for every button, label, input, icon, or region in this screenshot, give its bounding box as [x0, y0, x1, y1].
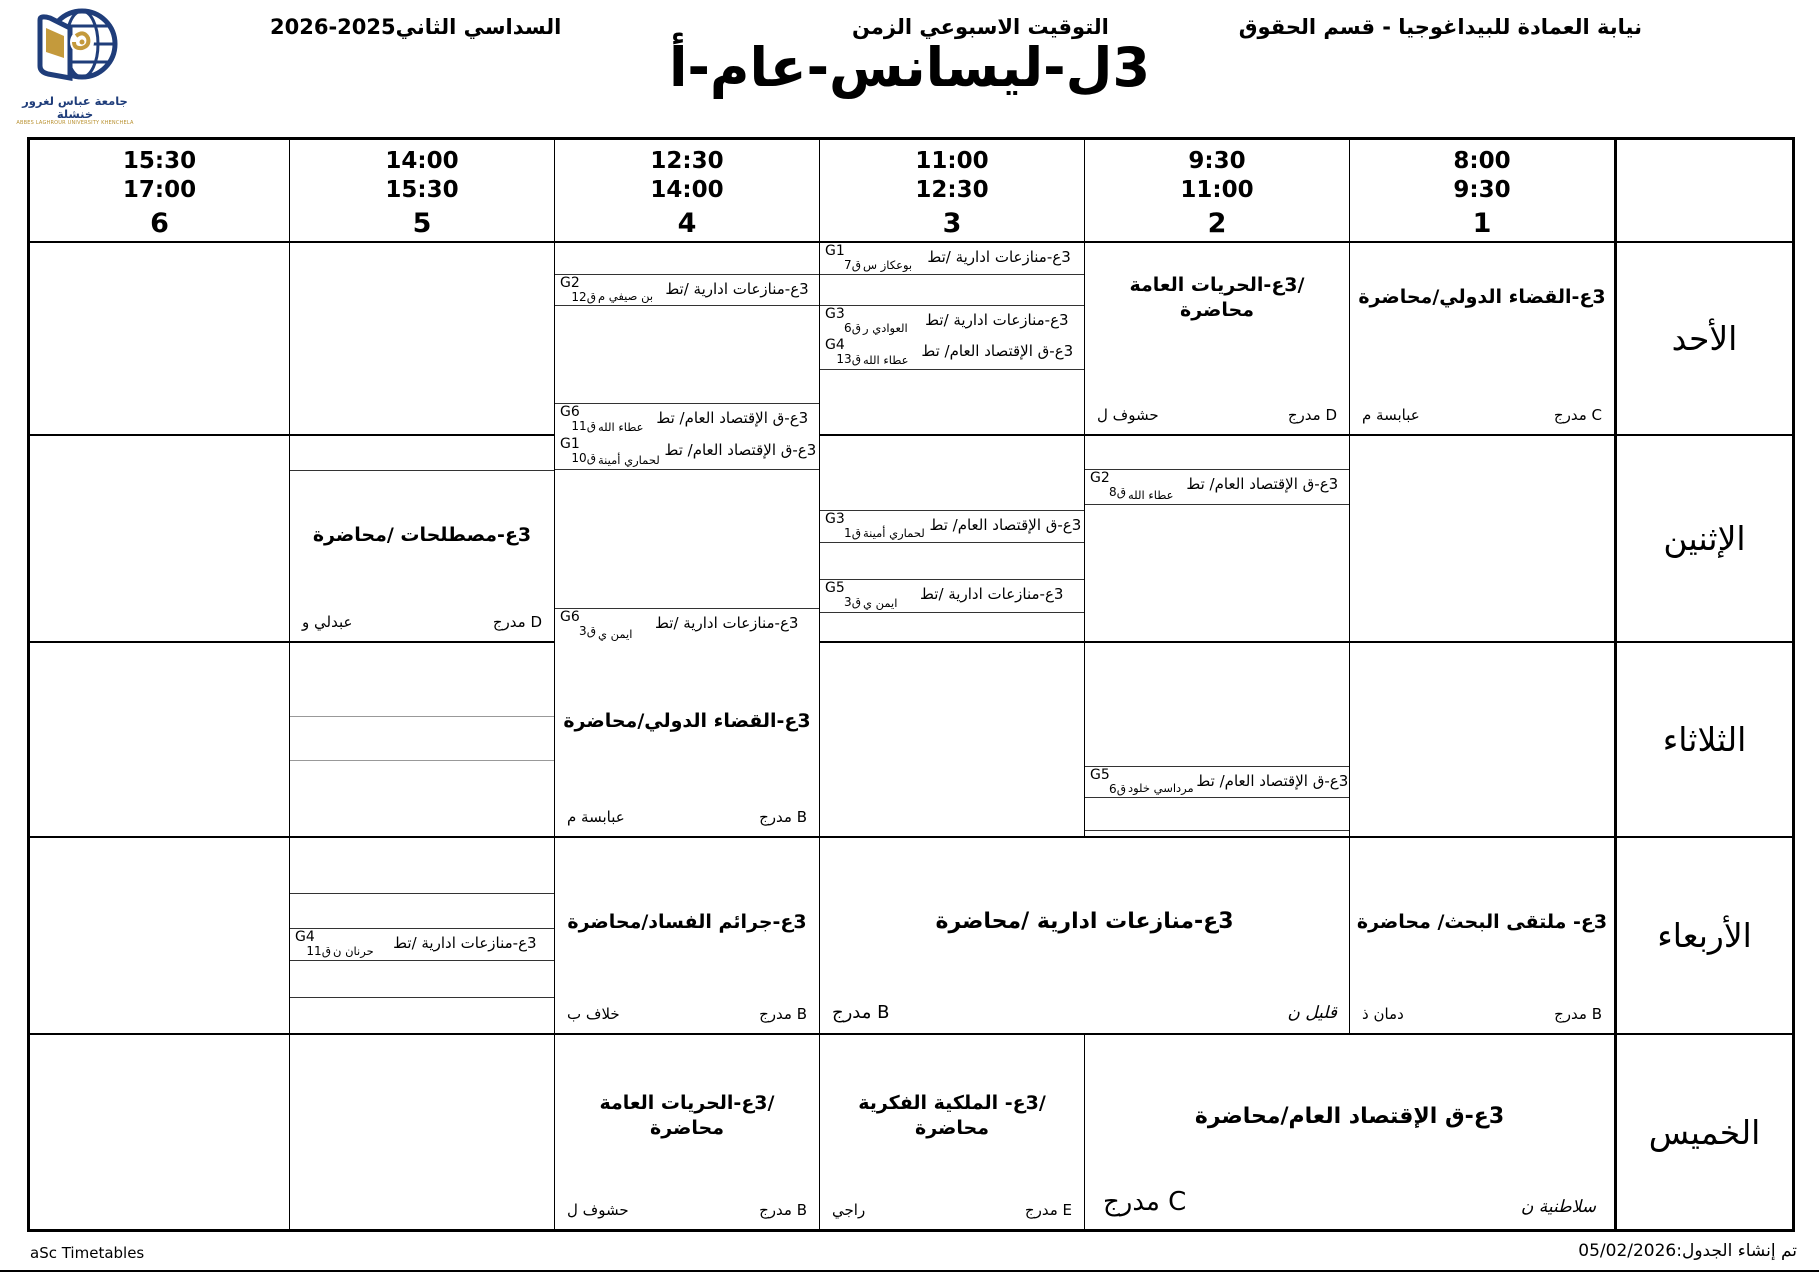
- lesson-title: 3ع-القضاء الدولي/محاضرة: [1358, 286, 1606, 308]
- lesson-teacher: حشوف ل: [567, 1201, 629, 1219]
- lesson-title: 3ع-منازعات ادارية /تط: [920, 585, 1064, 603]
- cell-sun-p1: [1349, 243, 1614, 436]
- lesson-teacher: لحماري أمينة: [863, 526, 925, 540]
- period-end: 11:00: [1180, 176, 1254, 203]
- time-col-1: [1349, 140, 1614, 243]
- day-label-sunday: الأحد: [1614, 243, 1792, 436]
- empty-sub-slot: [1085, 798, 1349, 831]
- day-label-thursday: الخميس: [1614, 1035, 1792, 1229]
- period-start: 8:00: [1453, 148, 1511, 174]
- empty-sub-slot: [290, 961, 554, 998]
- period-start: 11:00: [915, 148, 989, 174]
- cell-mon-p5: [289, 436, 554, 643]
- period-end: 15:30: [385, 176, 459, 203]
- time-col-4: [554, 140, 819, 243]
- lesson-title: 3ع-ق الإقتصاد العام/ تط: [1196, 772, 1349, 790]
- lesson-lecture: [820, 1035, 1084, 1229]
- lesson-title: 3ع-منازعات ادارية /محاضرة: [935, 909, 1234, 934]
- lesson-lecture: [555, 838, 819, 1033]
- lesson-room: مدرج C: [1553, 406, 1602, 424]
- cell-thu-p5: [289, 1035, 554, 1229]
- lesson-tutorial: [820, 579, 1084, 613]
- group-label: G6: [560, 404, 580, 420]
- group-label: G2: [560, 275, 580, 291]
- lesson-title: /3ع-الحريات العامة محاضرة: [1129, 274, 1305, 321]
- room-label: ق1: [844, 525, 861, 540]
- group-label: G6: [560, 609, 580, 625]
- lesson-teacher: عبابسة م: [567, 808, 625, 826]
- cell-wed-p6: [30, 838, 289, 1035]
- lesson-title: 3ع-مصطلحات /محاضرة: [312, 524, 532, 546]
- lesson-lecture: [1085, 243, 1349, 434]
- room-label: ق11: [306, 943, 331, 958]
- lesson-teacher: عطاء الله: [598, 420, 644, 434]
- lesson-title: 3ع-ق الإقتصاد العام/محاضرة: [1194, 1104, 1505, 1129]
- cell-tue-p3: [819, 643, 1084, 838]
- lesson-tutorial: [555, 436, 819, 470]
- bottom-rule: [0, 1270, 1819, 1272]
- cell-wed-p4: [554, 838, 819, 1035]
- group-label: G5: [825, 580, 845, 596]
- lesson-tutorial: [555, 608, 819, 643]
- cell-tue-p5: [289, 643, 554, 838]
- lesson-title: 3ع-منازعات ادارية /تط: [665, 280, 809, 298]
- cell-sun-p3: [819, 243, 1084, 436]
- time-col-2: [1084, 140, 1349, 243]
- cell-thu-p3: [819, 1035, 1084, 1229]
- cell-sun-p2: [1084, 243, 1349, 436]
- lesson-tutorial: [555, 274, 819, 306]
- day-label-tuesday: الثلاثاء: [1614, 643, 1792, 838]
- period-end: 12:30: [915, 176, 989, 203]
- cell-tue-p2: [1084, 643, 1349, 838]
- lesson-tutorial: [1085, 469, 1349, 505]
- cell-tue-p6: [30, 643, 289, 838]
- period-number: 3: [942, 207, 962, 239]
- cell-sun-p6: [30, 243, 289, 436]
- lesson-lecture: [555, 643, 819, 836]
- period-end: 14:00: [650, 176, 724, 203]
- lesson-title: 3ع-ق الإقتصاد العام/ تط: [1186, 475, 1339, 493]
- cell-thu-p4: [554, 1035, 819, 1229]
- period-end: 9:30: [1453, 176, 1511, 203]
- department-header: نيابة العمادة للبيداغوجيا - قسم الحقوق: [1238, 15, 1642, 39]
- lesson-teacher: حشوف ل: [1097, 406, 1159, 424]
- lesson-lecture: [1085, 1035, 1614, 1229]
- lesson-teacher: عبدلي و: [302, 613, 353, 631]
- room-label: ق11: [571, 418, 596, 433]
- lesson-teacher: عطاء الله: [1128, 488, 1174, 502]
- room-label: ق12: [571, 289, 596, 304]
- lesson-tutorial: [555, 403, 819, 436]
- cell-mon-p1: [1349, 436, 1614, 643]
- lesson-title: 3ع-منازعات ادارية /تط: [655, 614, 799, 632]
- period-start: 12:30: [650, 148, 724, 174]
- corner-cell: [1614, 140, 1792, 243]
- group-label: G1: [825, 243, 845, 259]
- lesson-room: مدرج D: [1287, 406, 1337, 424]
- lesson-teacher: عطاء الله: [863, 353, 909, 367]
- period-number: 5: [412, 207, 432, 239]
- generated-date: تم إنشاء الجدول:05/02/2026: [1578, 1241, 1797, 1261]
- university-name-arabic: جامعة عباس لغرور خنشلة: [22, 94, 128, 121]
- lesson-teacher: بوعكاز س: [863, 258, 913, 272]
- class-title: 3ل-ليسانس-عام-أ: [668, 36, 1151, 99]
- cell-tue-p1: [1349, 643, 1614, 838]
- lesson-tutorial: [820, 305, 1084, 338]
- room-label: ق3: [844, 594, 861, 609]
- day-label-monday: الإثنين: [1614, 436, 1792, 643]
- empty-sub-slot: [290, 716, 554, 761]
- lesson-title: 3ع-جرائم الفساد/محاضرة: [567, 911, 807, 933]
- lesson-teacher: ايمن ي: [598, 627, 633, 641]
- day-label-wednesday: الأربعاء: [1614, 838, 1792, 1035]
- lesson-room: مدرج B: [759, 808, 807, 826]
- lesson-title: 3ع-ق الإقتصاد العام/ تط: [664, 441, 817, 459]
- group-label: G3: [825, 511, 845, 527]
- period-number: 2: [1207, 207, 1227, 239]
- lesson-title: 3ع- ملتقى البحث/ محاضرة: [1356, 911, 1608, 933]
- room-label: ق10: [571, 450, 596, 465]
- lesson-teacher: عبابسة م: [1362, 406, 1420, 424]
- lesson-tutorial: [290, 928, 554, 961]
- period-end: 17:00: [122, 176, 197, 203]
- lesson-title: 3ع-ق الإقتصاد العام/ تط: [921, 342, 1074, 360]
- group-label: G5: [1090, 767, 1110, 783]
- time-col-5: [289, 140, 554, 243]
- lesson-lecture: [1350, 838, 1614, 1033]
- period-number: 1: [1472, 207, 1492, 239]
- room-label: ق13: [836, 351, 861, 366]
- period-number: 6: [150, 207, 169, 239]
- group-label: G3: [825, 306, 845, 322]
- cell-wed-p5: [289, 838, 554, 1035]
- lesson-teacher: دمان ذ: [1362, 1005, 1404, 1023]
- lesson-tutorial: [820, 510, 1084, 543]
- lesson-room: مدرج B: [759, 1005, 807, 1023]
- group-label: G4: [825, 337, 845, 353]
- timetable-grid: [27, 137, 1795, 1232]
- cell-mon-p3: [819, 436, 1084, 643]
- cell-wed-p1: [1349, 838, 1614, 1035]
- lesson-lecture: [555, 1035, 819, 1229]
- semester-label: السداسي الثاني2025-2026: [270, 15, 562, 39]
- period-start: 9:30: [1188, 148, 1246, 174]
- lesson-room: مدرج C: [1103, 1187, 1187, 1217]
- lesson-title: 3ع-منازعات ادارية /تط: [925, 311, 1069, 329]
- group-label: G2: [1090, 470, 1110, 486]
- time-col-3: [819, 140, 1084, 243]
- lesson-teacher: لحماري أمينة: [598, 453, 660, 467]
- lesson-title: /3ع-الحريات العامة محاضرة: [599, 1092, 775, 1139]
- document-title: التوقيت الاسبوعي الزمن: [852, 15, 1109, 39]
- lesson-room: مدرج B: [759, 1201, 807, 1219]
- cell-mon-p4: [554, 436, 819, 643]
- cell-tue-p4: [554, 643, 819, 838]
- period-number: 4: [677, 207, 697, 239]
- lesson-teacher: سلاطنية ن: [1520, 1197, 1596, 1217]
- lesson-tutorial: [820, 243, 1084, 275]
- lesson-title: 3ع-ق الإقتصاد العام/ تط: [656, 409, 809, 427]
- empty-sub-slot: [290, 893, 554, 928]
- time-col-6: [30, 140, 289, 243]
- lesson-title: 3ع-القضاء الدولي/محاضرة: [563, 710, 811, 732]
- period-start: 14:00: [385, 148, 459, 174]
- lesson-teacher: حرنان ن: [333, 944, 374, 958]
- lesson-room: مدرج D: [492, 613, 542, 631]
- group-label: G1: [560, 436, 580, 452]
- cell-thu-p1-p2: [1084, 1035, 1614, 1229]
- lesson-room: مدرج E: [1024, 1201, 1072, 1219]
- lesson-room: مدرج B: [832, 1002, 890, 1023]
- lesson-title: 3ع-ق الإقتصاد العام/ تط: [929, 516, 1082, 534]
- cell-mon-p6: [30, 436, 289, 643]
- lesson-tutorial: [1085, 766, 1349, 798]
- cell-thu-p6: [30, 1035, 289, 1229]
- lesson-teacher: راجي: [832, 1201, 866, 1219]
- lesson-teacher: خلاف ب: [567, 1005, 620, 1023]
- cell-mon-p2: [1084, 436, 1349, 643]
- room-label: ق7: [844, 257, 861, 272]
- lesson-teacher: مرداسي خلود: [1128, 781, 1194, 795]
- cell-sun-p4: [554, 243, 819, 436]
- cell-wed-p2-p3: [819, 838, 1349, 1035]
- lesson-teacher: العوادي ر: [863, 321, 908, 335]
- lesson-title: 3ع-منازعات ادارية /تط: [393, 934, 537, 952]
- university-name-english: ABBES LAGHROUR UNIVERSITY KHENCHELA: [16, 120, 134, 127]
- lesson-title: /3ع- الملكية الفكرية محاضرة: [858, 1092, 1046, 1139]
- lesson-room: مدرج B: [1554, 1005, 1602, 1023]
- room-label: ق3: [579, 623, 596, 638]
- lesson-title: 3ع-منازعات ادارية /تط: [927, 248, 1071, 266]
- lesson-lecture: [820, 838, 1349, 1033]
- lesson-lecture: [1350, 243, 1614, 434]
- room-label: ق8: [1109, 484, 1126, 499]
- room-label: ق6: [1109, 781, 1126, 796]
- group-label: G4: [295, 929, 315, 945]
- lesson-teacher: ايمن ي: [863, 596, 898, 610]
- lesson-tutorial: [820, 337, 1084, 370]
- asc-timetables-credit: aSc Timetables: [30, 1244, 145, 1262]
- lesson-teacher: قليل ن: [1287, 1003, 1337, 1023]
- lesson-teacher: بن صيفي م: [598, 289, 654, 303]
- room-label: ق6: [844, 320, 861, 335]
- lesson-lecture: [290, 470, 554, 641]
- period-start: 15:30: [122, 148, 197, 174]
- cell-sun-p5: [289, 243, 554, 436]
